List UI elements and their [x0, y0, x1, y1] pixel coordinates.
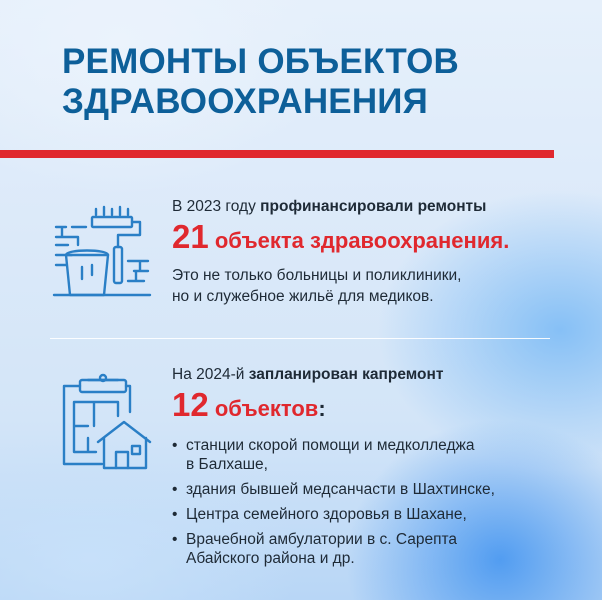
title-line-1: РЕМОНТЫ ОБЪЕКТОВ	[62, 42, 459, 81]
list-item	[172, 436, 582, 474]
note-line-2: но и служебное жильё для медиков.	[172, 288, 434, 305]
objects-count-text: объекта здравоохранения.	[208, 228, 510, 253]
count-colon: :	[318, 396, 326, 421]
planned-objects-list	[172, 436, 582, 568]
objects-count: 21	[172, 218, 209, 255]
lead-bold: профинансировали ремонты	[260, 198, 487, 215]
objects-count: 12	[172, 386, 209, 423]
list-item-line-2: Абайского района и др.	[186, 550, 355, 567]
section-2023-note	[172, 265, 572, 307]
paint-roller-repair-icon	[52, 205, 152, 297]
note-line-1: Это не только больницы и поликлиники,	[172, 267, 462, 284]
section-2023	[172, 197, 572, 307]
section-2023-count-line	[172, 219, 572, 262]
list-item-line-2: в Балхаше,	[186, 456, 268, 473]
list-item-line-1: • здания бывшей медсанчасти в Шахтинске,	[186, 481, 495, 498]
page-title	[62, 42, 459, 122]
lead-bold: запланирован капремонт	[248, 366, 444, 383]
list-item	[172, 480, 582, 499]
section-2024	[172, 365, 582, 574]
clipboard-plan-house-icon	[58, 372, 154, 472]
lead-normal: В 2023 году	[172, 198, 261, 215]
list-item-line-1: • станции скорой помощи и медколледжа	[186, 437, 475, 454]
title-line-2: ЗДРАВООХРАНЕНИЯ	[62, 82, 429, 121]
objects-count-text: объектов	[208, 396, 319, 421]
lead-normal: На 2024-й	[172, 366, 249, 383]
red-accent-bar	[0, 150, 554, 158]
section-2024-lead	[172, 365, 582, 385]
list-item-line-1: • Центра семейного здоровья в Шахане,	[186, 506, 467, 523]
list-item-line-1: • Врачебной амбулатории в с. Сарепта	[186, 531, 458, 548]
section-2024-count-line	[172, 387, 582, 430]
section-divider	[50, 338, 550, 339]
list-item	[172, 530, 582, 568]
section-2023-lead	[172, 197, 572, 217]
list-item	[172, 505, 582, 524]
